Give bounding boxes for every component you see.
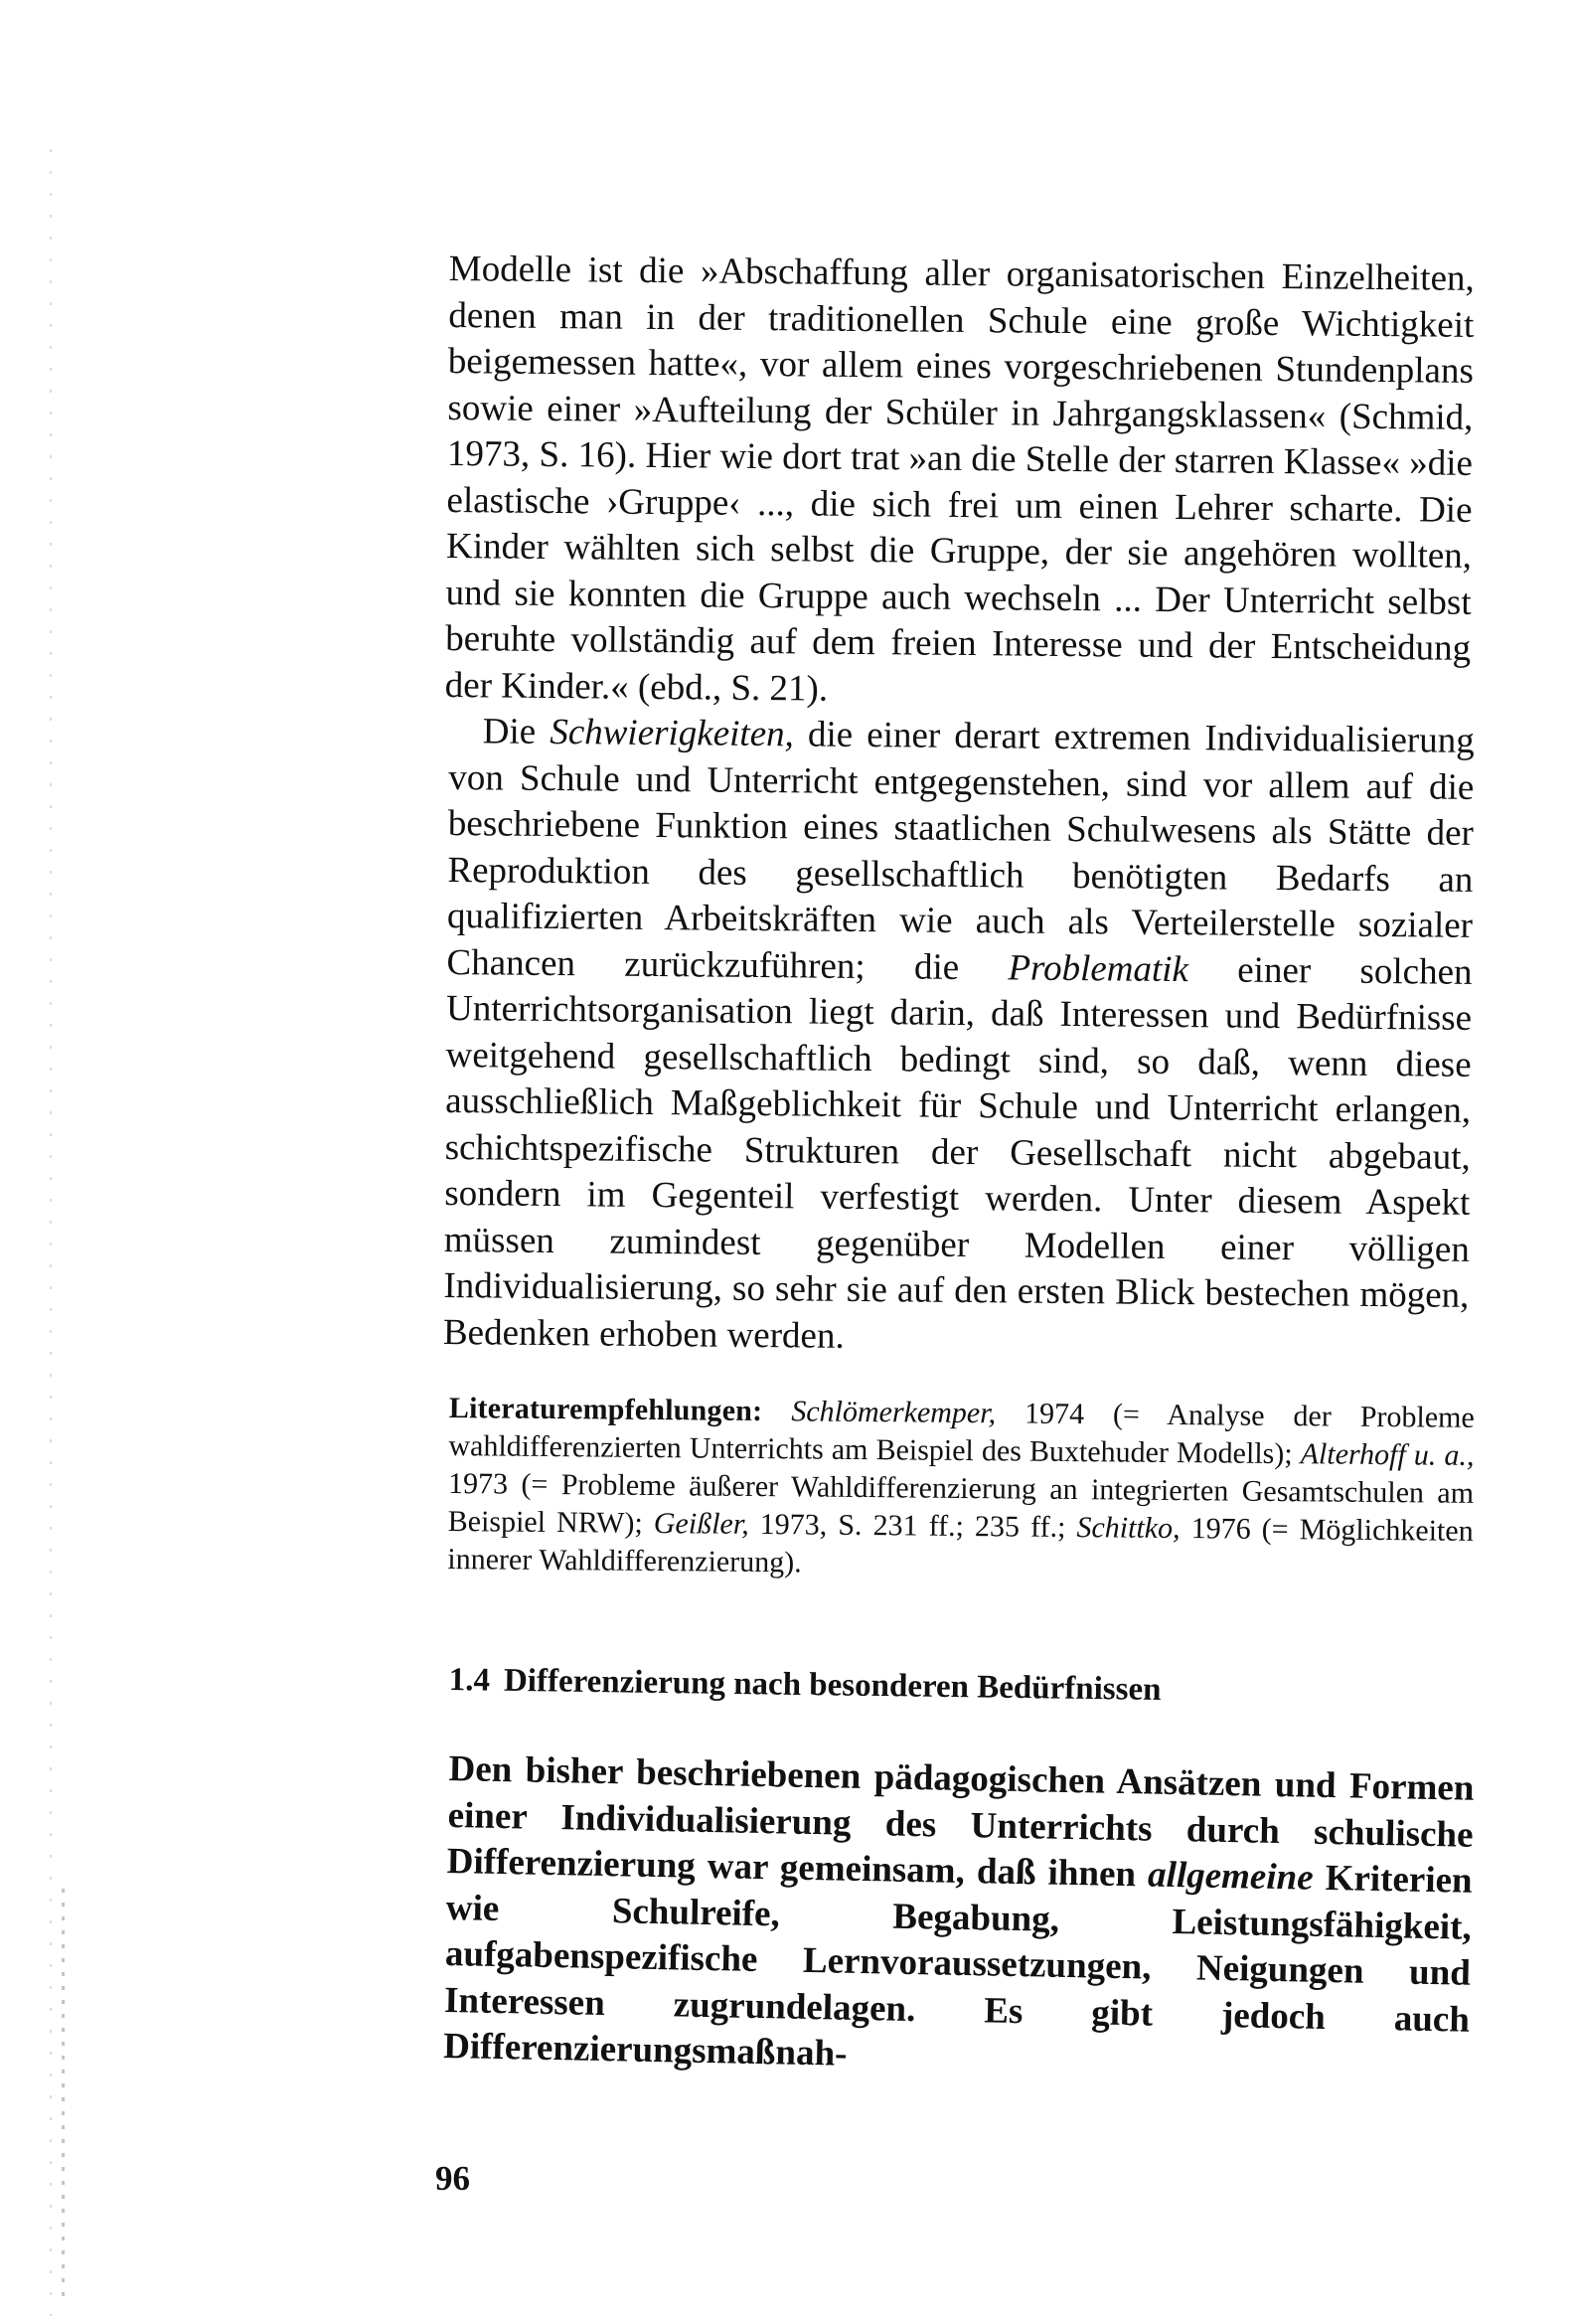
literature-author-2: Alterhoff u. a., (1300, 1437, 1475, 1472)
literature-text-3: 1973, S. 231 ff.; 235 ff.; (748, 1507, 1077, 1545)
literature-text-4: 1976 (= Möglichkeiten innerer Wahldifferenzierung). (447, 1512, 1474, 1579)
paragraph-3 (443, 1746, 1475, 2089)
literature-recommendations (447, 1390, 1475, 1588)
paragraph-3-part-2: Kriterien wie Schulreife, Begabung, Leistungsfähigkeit, aufgabenspezifische Lernvoraussetzungen, Neigungen und Interessen zugrundelagen. Es gibt jedoch auch Differenzierungsmaßnah- (442, 1857, 1473, 2075)
paragraph-1 (445, 247, 1475, 719)
paragraph-3-emphasis-1: allgemeine (1147, 1854, 1314, 1899)
literature-text-1: 1974 (= Analyse der Probleme wahldifferenzierten Unterrichts am Beispiel des Buxtehuder Modells); (448, 1397, 1475, 1471)
paragraph-1-text: Modelle ist die »Abschaffung aller organisatorischen Einzelheiten, denen man in der traditionellen Schule eine große Wichtigkeit beigemessen hatte«, vor allem eines vorgeschriebenen Stundenplans sowie einer »Aufteilung der Schüler in Jahrgangsklassen« (Schmid, 1973, S. 16). Hier wie dort trat »an die Stelle der starren Klasse« »die elastische ›Gruppe‹ ..., die sich frei um einen Lehrer scharte. Die Kinder wählten sich selbst die Gruppe, der sie angehören wollten, und sie konnten die Gruppe auch wechseln ... Der Unterricht selbst beruhte vollständig auf dem freien Interesse und der Entscheidung der Kinder.« (ebd., S. 21). (444, 248, 1475, 710)
literature-author-1: Schlömerkemper, (791, 1395, 997, 1430)
literature-text-2: 1973 (= Probleme äußerer Wahldifferenzierung an integrierten Gesamtschulen am Beispiel NRW); (447, 1466, 1475, 1540)
scan-binding-edge-lower (62, 1889, 65, 2306)
section-heading (448, 1662, 1474, 1713)
paragraph-2-part-3: einer solchen Unterrichtsorganisation liegt darin, daß Interessen und Bedürfnisse weitgehend gesellschaftlich bedingt sind, so daß, wenn diese ausschließlich Maßgeblichkeit für Schule und Unterricht erlangen, schichtspezifische Strukturen der Gesellschaft nicht abgebaut, sondern im Gegenteil verfestigt werden. Unter diesem Aspekt müssen zumindest gegenüber Modellen einer völligen Individualisierung, so sehr sie auf den ersten Blick bestechen mögen, Bedenken erhoben werden. (442, 948, 1473, 1357)
paragraph-2-part-2: die einer derart extremen Individualisierung von Schule und Unterricht entgegenstehen, sind vor allem auf die beschriebene Funktion eines staatlichen Schulwesens als Stätte der Reproduktion des gesellschaftlich benötigten Bedarfs an qualifizierten Arbeitskräften wie auch als Verteilerstelle sozialer Chancen zurückzuführen; die (446, 714, 1475, 988)
literature-author-3: Geißler, (653, 1506, 749, 1541)
paragraph-2-emphasis-2: Problematik (1008, 946, 1189, 990)
section-number: 1.4 (448, 1662, 491, 1699)
literature-author-4: Schittko, (1076, 1511, 1181, 1546)
page-number: 96 (435, 2159, 470, 2198)
paragraph-2 (443, 709, 1475, 1366)
paragraph-3-part-1: Den bisher beschriebenen pädagogischen Ansätzen und Formen einer Individualisierung des Unterrichts durch schulische Differenzierung war gemeinsam, daß ihnen (446, 1747, 1475, 1896)
section-title: Differenzierung nach besonderen Bedürfnissen (503, 1662, 1162, 1709)
literature-label: Literaturempfehlungen: (448, 1391, 763, 1428)
text-column (442, 247, 1475, 2075)
paragraph-2-part-1: Die (482, 711, 551, 752)
scan-binding-edge (50, 149, 52, 2316)
paragraph-2-emphasis-1: Schwierigkeiten, (550, 711, 795, 755)
